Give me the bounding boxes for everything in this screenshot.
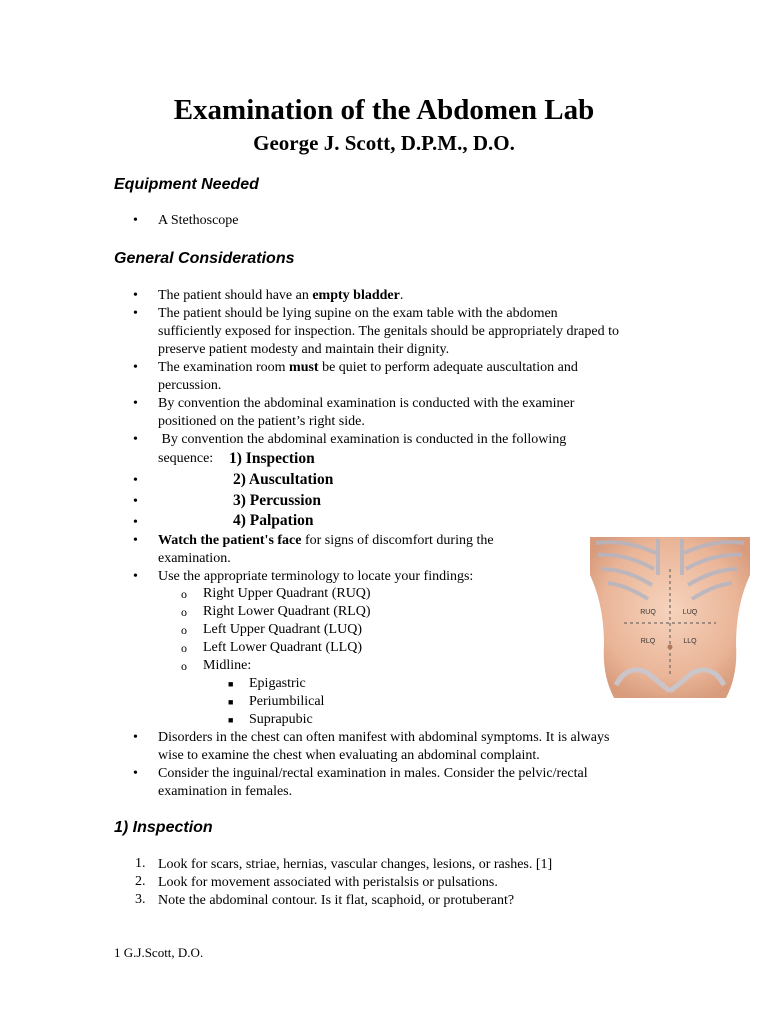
list-item: A Stethoscope: [158, 213, 239, 228]
quadrant-item: Left Lower Quadrant (LLQ): [203, 640, 362, 655]
bullet-icon: •: [133, 515, 138, 530]
list-item-cont: positioned on the patient’s right side.: [158, 414, 365, 429]
bullet-icon: •: [133, 494, 138, 509]
quadrant-item: Midline:: [203, 658, 252, 673]
list-number: 1.: [135, 856, 146, 871]
list-item-cont: percussion.: [158, 378, 222, 393]
bullet-icon: •: [133, 730, 138, 745]
list-item-cont: examination.: [158, 551, 231, 566]
midline-item: Periumbilical: [249, 694, 325, 709]
list-item: By convention the abdominal examination is conducted with the examiner: [158, 396, 575, 411]
list-number: 2.: [135, 874, 146, 889]
list-item: Disorders in the chest can often manifest with abdominal symptoms. It is always: [158, 730, 610, 745]
bullet-icon: •: [133, 432, 138, 447]
list-item-cont: sequence:: [158, 451, 214, 466]
bullet-icon: •: [133, 360, 138, 375]
page-title: Examination of the Abdomen Lab: [173, 94, 595, 126]
list-number: 3.: [135, 892, 146, 907]
midline-item: Suprapubic: [249, 712, 313, 727]
midline-item: Epigastric: [249, 676, 306, 691]
quadrant-item: Left Upper Quadrant (LUQ): [203, 622, 362, 637]
inspection-heading: 1) Inspection: [114, 819, 213, 836]
quadrant-item: Right Lower Quadrant (RLQ): [203, 604, 371, 619]
numbered-item: Note the abdominal contour. Is it flat, scaphoid, or protuberant?: [158, 893, 515, 908]
list-item: By convention the abdominal examination is conducted in the following: [158, 432, 567, 447]
abdomen-quadrants-figure: [586, 535, 754, 698]
page-footer: 1 G.J.Scott, D.O.: [114, 945, 204, 960]
list-item-cont: sufficiently exposed for inspection. The genitals should be appropriately draped to: [158, 324, 619, 339]
bullet-icon: •: [133, 569, 138, 584]
llq-label: LLQ: [683, 638, 697, 645]
list-item-cont: preserve patient modesty and maintain their dignity.: [158, 342, 450, 357]
general-heading: General Considerations: [114, 250, 295, 267]
abdomen-quadrants-illustration: [586, 535, 754, 698]
bullet-icon: •: [133, 533, 138, 548]
list-item: The examination room must be quiet to perform adequate auscultation and: [158, 360, 578, 375]
rlq-label: RLQ: [640, 638, 656, 645]
circle-bullet-icon: o: [181, 587, 187, 601]
list-item: Consider the inguinal/rectal examination in males. Consider the pelvic/rectal: [158, 766, 588, 781]
list-item-cont: examination in females.: [158, 784, 293, 799]
bullet-icon: •: [133, 396, 138, 411]
numbered-item: Look for scars, striae, hernias, vascular changes, lesions, or rashes. [1]: [158, 857, 553, 872]
list-item: Watch the patient's face for signs of discomfort during the: [158, 533, 494, 548]
sequence-step: 2) Auscultation: [233, 471, 334, 488]
numbered-item: Look for movement associated with peristalsis or pulsations.: [158, 875, 498, 890]
sequence-step: 3) Percussion: [233, 492, 321, 509]
bullet-icon: •: [133, 766, 138, 781]
quadrant-item: Right Upper Quadrant (RUQ): [203, 586, 371, 601]
list-item-cont: wise to examine the chest when evaluating an abdominal complaint.: [158, 748, 540, 763]
square-bullet-icon: ■: [228, 715, 234, 725]
bullet-icon: •: [133, 473, 138, 488]
square-bullet-icon: ■: [228, 697, 234, 707]
circle-bullet-icon: o: [181, 605, 187, 619]
bullet-icon: •: [133, 306, 138, 321]
bullet-icon: •: [133, 288, 138, 303]
sequence-step: 1) Inspection: [229, 450, 315, 467]
circle-bullet-icon: o: [181, 623, 187, 637]
bullet-icon: •: [133, 213, 138, 228]
square-bullet-icon: ■: [228, 679, 234, 689]
sequence-step: 4) Palpation: [233, 512, 314, 529]
ruq-label: RUQ: [640, 609, 656, 616]
circle-bullet-icon: o: [181, 641, 187, 655]
luq-label: LUQ: [682, 609, 698, 616]
circle-bullet-icon: o: [181, 659, 187, 673]
list-item: Use the appropriate terminology to locate your findings:: [158, 569, 474, 584]
list-item: The patient should have an empty bladder.: [158, 288, 404, 303]
list-item: The patient should be lying supine on the exam table with the abdomen: [158, 306, 558, 321]
page-subtitle: George J. Scott, D.P.M., D.O.: [253, 131, 515, 155]
equipment-heading: Equipment Needed: [114, 176, 259, 193]
